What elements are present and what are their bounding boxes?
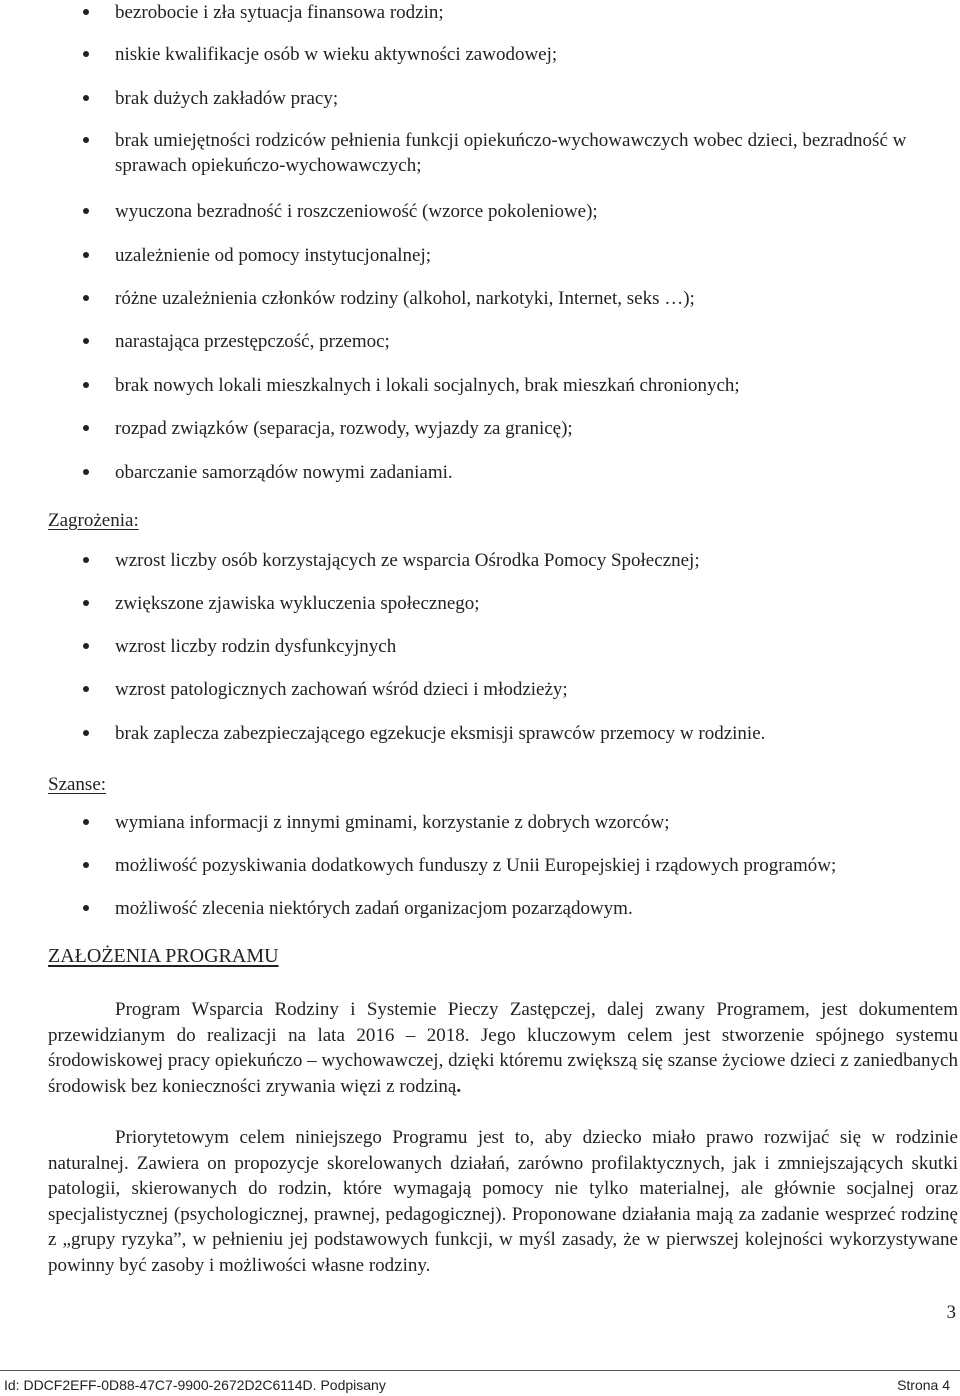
list-item: wyuczona bezradność i roszczeniowość (wzorce pokoleniowe); — [115, 199, 935, 224]
list-item: zwiększone zjawiska wykluczenia społecznego; — [115, 591, 935, 616]
list-item: brak dużych zakładów pracy; — [115, 86, 935, 111]
list-item: rozpad związków (separacja, rozwody, wyjazdy za granicę); — [115, 416, 935, 441]
list-item: wymiana informacji z innymi gminami, korzystanie z dobrych wzorców; — [115, 810, 935, 835]
opportunities-heading: Szanse: — [48, 774, 107, 795]
list-item: wzrost liczby rodzin dysfunkcyjnych — [115, 634, 935, 659]
list-item: wzrost patologicznych zachowań wśród dzieci i młodzieży; — [115, 677, 935, 702]
list-item: różne uzależnienia członków rodziny (alkohol, narkotyki, Internet, seks …); — [115, 286, 935, 311]
list-item: narastająca przestępczość, przemoc; — [115, 329, 935, 354]
footer-divider — [0, 1370, 960, 1371]
threats-heading: Zagrożenia: — [48, 510, 139, 531]
list-item: brak nowych lokali mieszkalnych i lokali socjalnych, brak mieszkań chronionych; — [115, 373, 935, 398]
list-item: obarczanie samorządów nowymi zadaniami. — [115, 460, 935, 485]
footer-document-id: Id: DDCF2EFF-0D88-47C7-9900-2672D2C6114D. Podpisany — [4, 1377, 386, 1393]
paragraph — [48, 1125, 958, 1278]
list-item: możliwość pozyskiwania dodatkowych funduszy z Unii Europejskiej i rządowych programów; — [115, 853, 935, 878]
list-item: brak umiejętności rodziców pełnienia funkcji opiekuńczo-wychowawczych wobec dzieci, bezradność w sprawach opiekuńczo-wychowawczych; — [115, 128, 915, 178]
section-heading: ZAŁOŻENIA PROGRAMU — [48, 945, 279, 967]
list-item: niskie kwalifikacje osób w wieku aktywności zawodowej; — [115, 42, 935, 67]
footer-page-label: Strona 4 — [897, 1377, 950, 1393]
page-number: 3 — [946, 1302, 956, 1323]
list-item: wzrost liczby osób korzystających ze wsparcia Ośrodka Pomocy Społecznej; — [115, 548, 935, 573]
paragraph-end: . — [456, 1075, 462, 1097]
list-item: bezrobocie i zła sytuacja finansowa rodzin; — [115, 0, 935, 25]
paragraph — [48, 997, 958, 1099]
paragraph-text: Priorytetowym celem niniejszego Programu jest to, aby dziecko miało prawo rozwijać się w rodzinie naturalnej. Zawiera on propozycje skorelowanych działań, zarówno profilaktycznych, jak i zmniejszających skutki patologii, skierowanych do rodzin, które wymagają pomocy nie tylko materialnej, ale głównie socjalnej oraz specjalistycznej (psychologicznej, prawnej, pedagogicznej). Proponowane działania mają za zadanie wesprzeć rodzinę z „grupy ryzyka”, w pełnieniu jej podstawowych funkcji, w myśl zasady, że w pierwszej kolejności wykorzystywane powinny być zasoby i możliwości własne rodziny. — [48, 1127, 958, 1276]
list-item: uzależnienie od pomocy instytucjonalnej; — [115, 243, 935, 268]
list-item: możliwość zlecenia niektórych zadań organizacjom pozarządowym. — [115, 896, 935, 921]
paragraph-text: Program Wsparcia Rodziny i Systemie Pieczy Zastępczej, dalej zwany Programem, jest dokumentem przewidzianym do realizacji na lata 2016 – 2018. Jego kluczowym celem jest stworzenie spójnego systemu środowiskowej pracy opiekuńczo – wychowawczej, dzięki któremu zwiększą się szanse życiowe dzieci z zaniedbanych środowisk bez konieczności zrywania więzi z rodziną — [48, 999, 958, 1097]
list-item: brak zaplecza zabezpieczającego egzekucje eksmisji sprawców przemocy w rodzinie. — [115, 721, 935, 746]
